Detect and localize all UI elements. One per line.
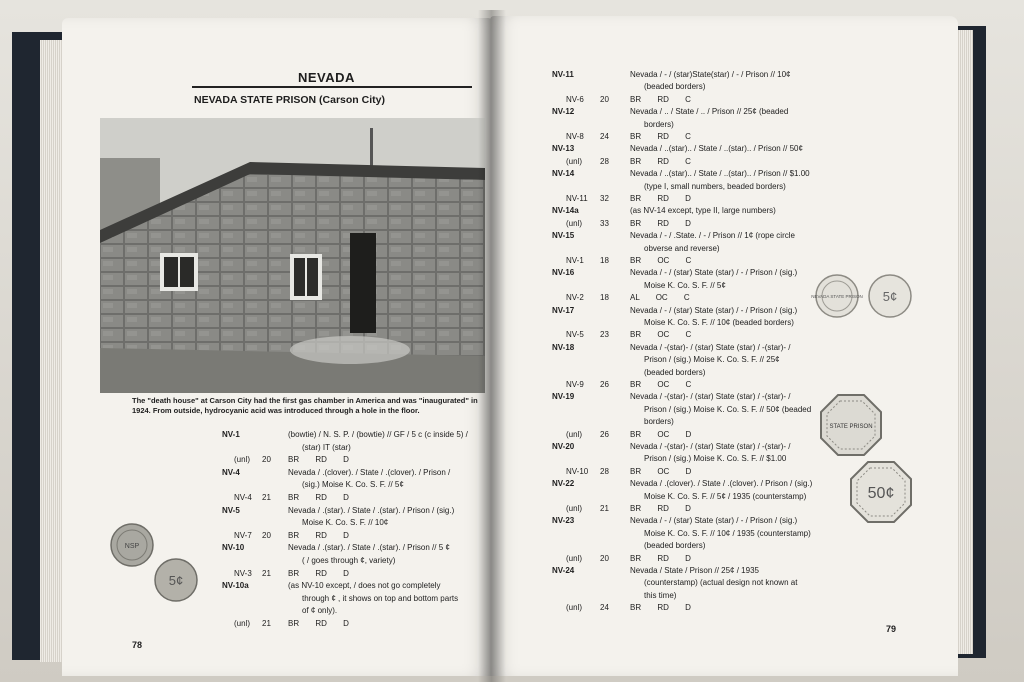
entry-description: Nevada / -(star)- / (star) State (star) / -(star)- / xyxy=(630,392,791,402)
entry-description: BR OC D xyxy=(630,466,692,476)
coin-5c-token-right xyxy=(868,274,912,323)
entry-variant-id: NV-7 xyxy=(234,530,252,540)
entry-size: 21 xyxy=(262,619,271,628)
entry-variant-id: NV-8 xyxy=(566,132,584,141)
entry-description: Prison / (sig.) Moise K. Co. S. F. // 25¢ xyxy=(644,355,780,365)
entry-variant-id: NV-5 xyxy=(566,330,584,340)
entry-description: (as NV-10 except, / does not go completely xyxy=(288,581,441,591)
entry-description: through ¢ , it shows on top and bottom parts xyxy=(302,593,459,603)
entry-size: 18 xyxy=(600,256,609,265)
entry-description: borders) xyxy=(644,119,674,129)
entry-catalog-number: NV-15 xyxy=(552,231,575,241)
entry-variant-id: NV-1 xyxy=(566,256,584,265)
entry-catalog-number: NV-10a xyxy=(222,581,249,591)
entry-description: Nevada / .. / State / .. / Prison // 25¢ (beaded xyxy=(630,107,789,117)
entry-variant-id: (unl) xyxy=(566,218,583,228)
entry-description: Moise K. Co. S. F. // 10¢ / 1935 (counterstamp) xyxy=(644,528,811,538)
entry-description: (beaded borders) xyxy=(644,541,706,551)
entry-size: 23 xyxy=(600,330,609,340)
coin-value-label: 5¢ xyxy=(168,573,184,588)
entry-variant-id: (unl) xyxy=(566,504,583,513)
entry-catalog-number: NV-23 xyxy=(552,516,575,526)
entry-description: Nevada / - / (star)State(star) / - / Prison // 10¢ xyxy=(630,70,791,79)
entry-description: BR RD C xyxy=(630,132,691,141)
entry-variant-id: (unl) xyxy=(566,603,583,613)
entry-description: BR OC C xyxy=(630,256,692,265)
entry-description: Nevada / - / (star) State (star) / - / Prison / (sig.) xyxy=(630,516,798,526)
entry-description: BR OC C xyxy=(630,380,692,389)
section-heading: NEVADA STATE PRISON (Carson City) xyxy=(194,94,385,106)
title-rule xyxy=(192,86,472,88)
entry-description: Nevada / .(star). / State / .(star). / Prison // 5 ¢ xyxy=(288,543,450,553)
book-gutter-shadow xyxy=(478,10,506,682)
coin-value-label: 50¢ xyxy=(867,485,895,502)
entry-size: 24 xyxy=(600,603,609,613)
entry-variant-id: (unl) xyxy=(234,455,251,465)
entry-variant-id: (unl) xyxy=(566,429,583,439)
entry-variant-id: NV-11 xyxy=(566,194,588,203)
entry-description: Nevada / - / (star) State (star) / - / Prison / (sig.) xyxy=(630,305,798,315)
entry-description: ( / goes through ¢, variety) xyxy=(302,556,396,565)
page-number-left: 78 xyxy=(132,640,143,650)
entry-description: BR RD D xyxy=(288,568,349,578)
entry-size: 20 xyxy=(600,553,609,563)
entry-description: BR RD D xyxy=(630,218,691,228)
entry-variant-id: NV-6 xyxy=(566,94,584,104)
coin-5c-token xyxy=(154,558,198,607)
entry-catalog-number: NV-5 xyxy=(222,505,240,515)
entry-description: BR RD D xyxy=(288,530,349,540)
entry-description: (sig.) Moise K. Co. S. F. // 5¢ xyxy=(302,480,404,490)
entry-variant-id: NV-3 xyxy=(234,568,252,578)
entry-catalog-number: NV-22 xyxy=(552,479,575,489)
entry-size: 26 xyxy=(600,429,609,439)
entry-size: 20 xyxy=(262,530,271,540)
entry-size: 24 xyxy=(600,132,609,141)
entry-catalog-number: NV-4 xyxy=(222,467,240,477)
entry-description: AL OC C xyxy=(630,293,690,303)
entry-catalog-number: NV-24 xyxy=(552,566,575,575)
entry-description: BR RD D xyxy=(630,504,691,513)
entry-size: 26 xyxy=(600,380,609,389)
entry-variant-id: (unl) xyxy=(234,619,251,628)
page-edges-left xyxy=(40,40,64,662)
coin-50c-octagon-token xyxy=(850,461,912,528)
entry-description: BR RD D xyxy=(630,194,691,203)
coin-nsp-token xyxy=(110,523,154,572)
entry-description: BR OC C xyxy=(630,330,692,340)
coin-label: STATE PRISON xyxy=(829,424,873,430)
state-title: NEVADA xyxy=(298,70,355,85)
entry-description: BR RD D xyxy=(288,493,349,502)
entry-description: BR RD C xyxy=(630,156,691,166)
entry-size: 18 xyxy=(600,293,609,303)
entry-size: 28 xyxy=(600,466,609,476)
entry-description: Nevada / ..(star).. / State / ..(star).. / Prison // $1.00 xyxy=(630,169,810,179)
entry-catalog-number: NV-1 xyxy=(222,430,240,439)
entry-description: Nevada / .(star). / State / .(star). / Prison / (sig.) xyxy=(288,505,455,515)
entry-description: Nevada / State / Prison // 25¢ / 1935 xyxy=(630,566,759,575)
entry-catalog-number: NV-10 xyxy=(222,543,245,553)
entry-size: 21 xyxy=(262,568,271,578)
coin-nevada-state-prison-token xyxy=(811,274,863,323)
right-page xyxy=(490,16,958,676)
entry-description: this time) xyxy=(644,590,677,600)
entry-catalog-number: NV-11 xyxy=(552,70,574,79)
entry-description: borders) xyxy=(644,417,674,427)
entry-description: (counterstamp) (actual design not known at xyxy=(644,578,798,588)
entry-size: 20 xyxy=(262,455,271,465)
entry-size: 21 xyxy=(262,493,271,502)
entry-description: (beaded borders) xyxy=(644,367,706,377)
entry-variant-id: NV-2 xyxy=(566,293,584,303)
coin-value-label: 5¢ xyxy=(882,289,898,304)
entry-catalog-number: NV-14 xyxy=(552,169,575,179)
entry-catalog-number: NV-14a xyxy=(552,206,579,216)
entry-description: Moise K. Co. S. F. // 10¢ xyxy=(302,518,389,528)
entry-description: (star) IT (star) xyxy=(302,442,351,452)
entry-description: Moise K. Co. S. F. // 10¢ (beaded borders) xyxy=(644,318,794,327)
coin-label: NEVADA STATE PRISON xyxy=(811,294,863,299)
page-number-right: 79 xyxy=(886,624,897,634)
entry-variant-id: NV-9 xyxy=(566,380,584,389)
entry-description: Nevada / - / (star) State (star) / - / Prison / (sig.) xyxy=(630,268,798,278)
photo-caption: The "death house" at Carson City had the first gas chamber in America and was "inaugurated" in 1924. From outside, hydrocyanic acid was introduced through a hole in the floor. xyxy=(132,396,478,415)
entry-catalog-number: NV-16 xyxy=(552,268,575,278)
entry-description: BR RD D xyxy=(288,619,349,628)
entry-variant-id: NV-10 xyxy=(566,466,589,476)
entry-size: 21 xyxy=(600,504,609,513)
entry-description: obverse and reverse) xyxy=(644,243,720,253)
entry-description: BR OC D xyxy=(630,429,692,439)
entry-description: Prison / (sig.) Moise K. Co. S. F. // 50¢ (beaded xyxy=(644,404,812,414)
entry-catalog-number: NV-20 xyxy=(552,442,575,451)
entry-description: (type I, small numbers, beaded borders) xyxy=(644,181,786,191)
entry-description: Prison / (sig.) Moise K. Co. S. F. // $1.00 xyxy=(644,454,787,464)
entry-description: Moise K. Co. S. F. // 5¢ xyxy=(644,280,726,290)
entry-size: 32 xyxy=(600,194,609,203)
entry-variant-id: (unl) xyxy=(566,156,583,166)
entry-variant-id: NV-4 xyxy=(234,493,252,502)
entry-description: BR RD D xyxy=(630,553,691,563)
entry-description: Nevada / -(star)- / (star) State (star) / -(star)- / xyxy=(630,342,791,352)
entry-description: Nevada / ..(star).. / State / ..(star).. / Prison // 50¢ xyxy=(630,144,803,154)
left-page xyxy=(62,18,492,676)
entry-catalog-number: NV-12 xyxy=(552,107,575,117)
entry-description: (bowtie) / N. S. P. / (bowtie) // GF / 5 c (c inside 5) / xyxy=(288,430,468,439)
entry-catalog-number: NV-17 xyxy=(552,305,575,315)
death-house-photo xyxy=(100,118,485,393)
entry-description: (as NV-14 except, type II, large numbers) xyxy=(630,206,776,216)
entry-size: 33 xyxy=(600,218,609,228)
entry-description: (beaded borders) xyxy=(644,82,706,92)
entry-description: Moise K. Co. S. F. // 5¢ / 1935 (counterstamp) xyxy=(644,491,807,501)
entry-size: 20 xyxy=(600,94,609,104)
coin-state-prison-octagon-token xyxy=(820,394,882,461)
entry-size: 28 xyxy=(600,156,609,166)
entry-description: of ¢ only). xyxy=(302,606,338,616)
entry-variant-id: (unl) xyxy=(566,553,583,563)
entry-catalog-number: NV-18 xyxy=(552,342,575,352)
entry-description: BR RD D xyxy=(288,455,349,465)
entry-catalog-number: NV-19 xyxy=(552,392,575,402)
entry-description: BR RD D xyxy=(630,603,691,613)
entry-catalog-number: NV-13 xyxy=(552,144,575,154)
entry-description: Nevada / - / .State. / - / Prison // 1¢ (rope circle xyxy=(630,231,795,241)
entry-description: Nevada / .(clover). / State / .(clover). / Prison / xyxy=(288,467,451,477)
entry-description: Nevada / -(star)- / (star) State (star) / -(star)- / xyxy=(630,442,791,451)
entry-description: Nevada / .(clover). / State / .(clover). / Prison / (sig.) xyxy=(630,479,813,489)
entry-description: BR RD C xyxy=(630,94,691,104)
coin-label: NSP xyxy=(124,543,140,550)
